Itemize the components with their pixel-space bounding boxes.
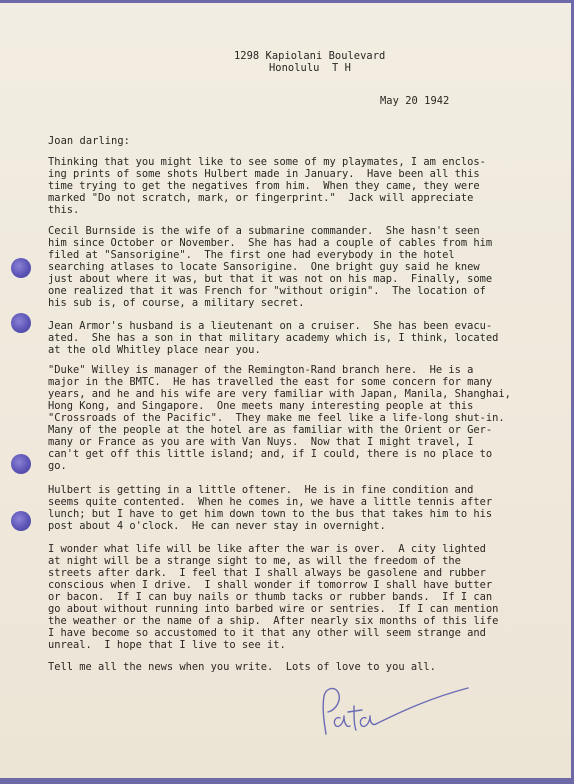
paragraph: Cecil Burnside is the wife of a submarine commander. She hasn't seen him since October or November. She has had a couple of cables from him filed at "Sansorigine". The first one had everybody in the hotel searching atlases to locate Sansorigine. One bright guy said he knew just about where it was, but that it was not on his map. Finally, some one realized that it was French for "without origin". The location of his sub is, of course, a military secret. [48,225,493,309]
punch-hole [11,454,31,474]
page-edge-top [0,0,574,3]
punch-hole [11,511,31,531]
letter-date: May 20 1942 [380,95,450,107]
paragraph: Thinking that you might like to see some of my playmates, I am enclos- ing prints of some shots Hulbert made in January. Have been all this time trying to get the negatives from him. When they came, they were marked "Do not scratch, mark, or fingerprint." Jack will appreciate this. [48,156,486,216]
paragraph: I wonder what life will be like after the war is over. A city lighted at night will be a strange sight to me, as will the freedom of the streets after dark. I feel that I shall always be gasolene and rubber conscious when I drive. I shall wonder if tomorrow I shall have butter or bacon. If I can buy nails or thumb tacks or rubber bands. If I can go about without running into barbed wire or sentries. If I can mention the weather or the name of a ship. After nearly six months of this life I have become so accustomed to it that any other will seem strange and unreal. I hope that I live to see it. [48,543,499,651]
paragraph: "Duke" Willey is manager of the Remington-Rand branch here. He is a major in the BMTC. He has travelled the east for some concern for many years, and he and his wife are very familiar with Japan, Manila, Shanghai, Hong Kong, and Singapore. One meets many interesting people at this "Crossroads of the Pacific". They make me feel like a life-long shut-in. Many of the people at the hotel are as familiar with the Orient or Ger- many or France as you are with Van Nuys. Now that I might travel, I can't get off this little island; and, if I could, there is no place to go. [48,364,511,472]
punch-hole [11,313,31,333]
address-line-2: Honolulu T H [269,62,351,74]
punch-hole [11,258,31,278]
paragraph: Hulbert is getting in a little oftener. He is in fine condition and seems quite contented. When he comes in, we have a little tennis after lunch; but I have to get him down town to the bus that takes him to his post about 4 o'clock. He can never stay in overnight. [48,484,493,532]
paragraph: Tell me all the news when you write. Lots of love to you all. [48,661,436,673]
salutation: Joan darling: [48,135,130,147]
paragraph: Jean Armor's husband is a lieutenant on a cruiser. She has been evacu- ated. She has a son in that military academy which is, I think, located at the old Whitley place near you. [48,320,499,356]
page-edge-bottom [0,778,574,784]
address-line-1: 1298 Kapiolani Boulevard [234,50,386,62]
handwritten-signature [300,676,490,756]
